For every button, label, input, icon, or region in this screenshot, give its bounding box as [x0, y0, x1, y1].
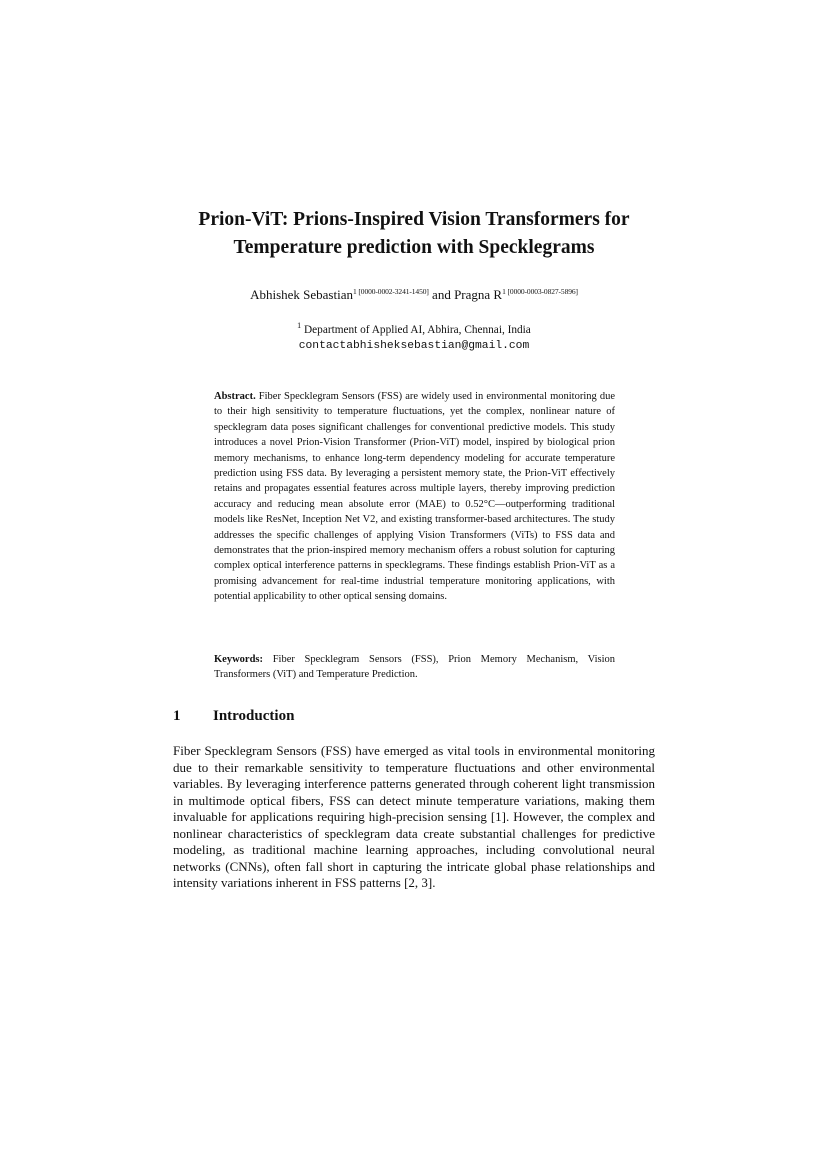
- affiliation-text: Department of Applied AI, Abhira, Chennai, India: [304, 323, 531, 336]
- keywords-text: Fiber Specklegram Sensors (FSS), Prion Memory Mechanism, Vision Transformers (ViT) and Temperature Prediction.: [214, 654, 615, 681]
- abstract-label: Abstract.: [214, 391, 256, 402]
- affiliation: [150, 318, 678, 338]
- author-conjunction: and: [432, 287, 451, 302]
- keywords: [214, 652, 615, 683]
- author-name: Abhishek Sebastian: [250, 287, 353, 302]
- section-title: Introduction: [213, 708, 295, 724]
- abstract: [214, 389, 615, 605]
- paragraph-text: Fiber Specklegram Sensors (FSS) have emerged as vital tools in environmental monitoring due to their remarkable sensitivity to temperature fluctuations and other environmental variables. By leveraging interference patterns generated through coherent light transmission in multimode optical fibers, FSS can detect minute temperature variations, making them invaluable for applications requiring high-precision sensing [1]. However, the complex and nonlinear characteristics of specklegram data create substantial challenges for predictive modeling, as traditional machine learning approaches, including convolutional neural networks (CNNs), often fall short in capturing the intricate global phase relationships and intensity variations inherent in FSS patterns [2, 3].: [173, 743, 655, 890]
- author-orcid: 1 [0000-0002-3241-1450]: [352, 287, 429, 296]
- affiliation-block: [150, 318, 678, 354]
- affiliation-mark: 1: [297, 321, 302, 330]
- section-heading: [173, 708, 294, 725]
- abstract-text: Fiber Specklegram Sensors (FSS) are widely used in environmental monitoring due to their high sensitivity to temperature fluctuations, yet the complex, nonlinear nature of specklegram data poses significant challenges for conventional predictive models. This study introduces a novel Prion-Vision Transformer (Prion-ViT) model, inspired by biological prion memory mechanisms, to enhance long-term dependency modeling for accurate temperature prediction using FSS data. By leveraging a persistent memory state, the Prion-ViT effectively retains and propagates essential features across multiple layers, thereby improving prediction accuracy and reducing mean absolute error (MAE) to 0.52°C—outperforming traditional models like ResNet, Inception Net V2, and existing transformer-based architectures. The study addresses the specific challenges of applying Vision Transformers (ViTs) to FSS data and demonstrates that the prion-inspired memory mechanism offers a robust solution for capturing complex optical interference patterns in specklegrams. These findings establish Prion-ViT as a promising advancement for real-time industrial temperature monitoring applications, with potential applicability to other optical sensing domains.: [214, 391, 615, 603]
- keywords-label: Keywords:: [214, 654, 263, 665]
- title-line-1: Prion-ViT: Prions-Inspired Vision Transformers for: [198, 209, 630, 230]
- section-number: 1: [173, 708, 181, 724]
- paper-title: [150, 206, 678, 262]
- introduction-paragraph: [173, 743, 655, 892]
- author-orcid: 1 [0000-0003-0827-5896]: [502, 287, 578, 296]
- author-name: Pragna R: [454, 287, 503, 302]
- author-list: [150, 287, 678, 303]
- title-line-2: Temperature prediction with Specklegrams: [233, 237, 595, 258]
- contact-email: contactabhisheksebastian@gmail.com: [298, 339, 530, 352]
